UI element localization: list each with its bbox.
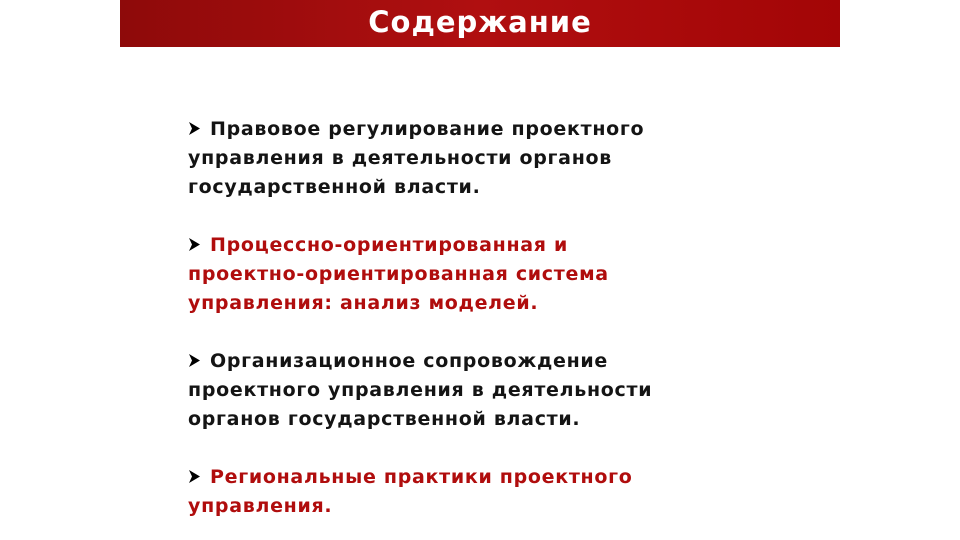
list-item-line: Региональные практики проектного [210,466,633,488]
list-item-line: Процессно-ориентированная и [210,234,569,256]
list-item-line: управления: анализ моделей. [188,292,539,314]
arrowhead-bullet-icon [188,347,210,376]
arrowhead-bullet-icon [188,463,210,492]
list-item-line: государственной власти. [188,176,481,198]
list-item-line: органов государственной власти. [188,408,581,430]
arrowhead-bullet-icon [188,231,210,260]
list-item [188,463,788,521]
list-item-line: управления. [188,495,333,517]
list-item-line: проектно-ориентированная система [188,263,609,285]
contents-list [188,115,788,540]
list-item [188,347,788,434]
title-bar [120,0,840,47]
arrowhead-bullet-icon [188,115,210,144]
slide-title: Содержание [368,5,592,39]
list-item [188,231,788,318]
list-item [188,115,788,202]
list-item-line: Организационное сопровождение [210,350,608,372]
list-item-line: управления в деятельности органов [188,147,613,169]
list-item-line: Правовое регулирование проектного [210,118,645,140]
list-item-line: проектного управления в деятельности [188,379,653,401]
